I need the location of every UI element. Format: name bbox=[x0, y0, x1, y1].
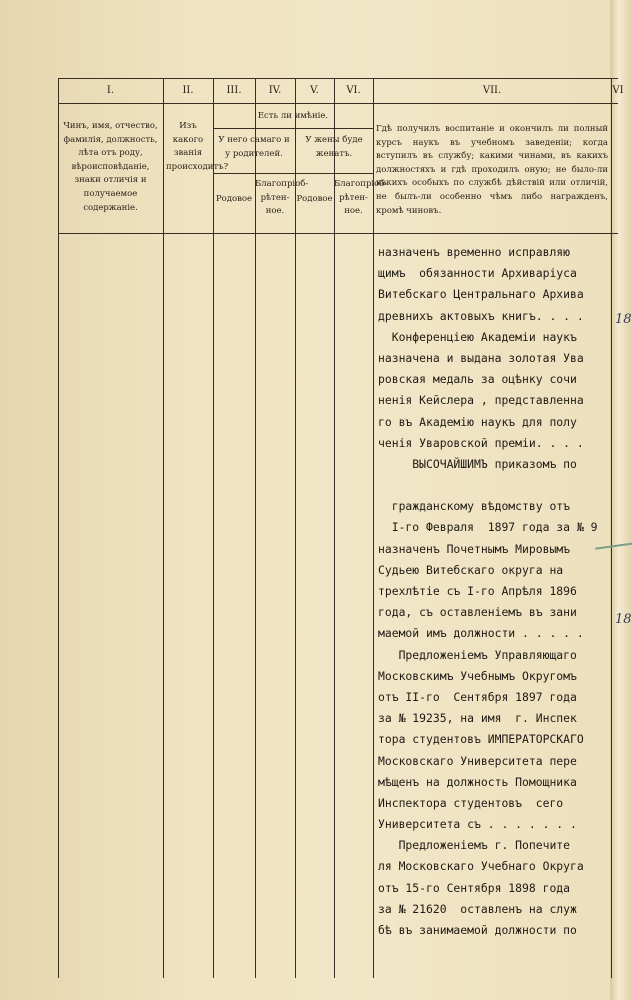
col7-header: Гдѣ получилъ воспитаніе и окончилъ ли полный курсъ наукъ въ учебномъ заведеніи; когда вступилъ въ службу; какими чинами, въ какихъ должностяхъ и гдѣ проходилъ оную; не было-ли какихъ особыхъ по службѣ дѣйствій или отличій, не былъ-ли особенно чѣмъ либо награжденъ, кромѣ чиновъ. bbox=[376, 124, 608, 216]
record-line: ля Московскаго Учебнаго Округа bbox=[378, 859, 584, 874]
rule-7 bbox=[611, 78, 612, 978]
rule-6 bbox=[373, 78, 374, 978]
acquired-header-1: Благопріоб-рѣтен-ное. bbox=[255, 179, 309, 217]
margin-note-1: 18 bbox=[615, 312, 632, 327]
estate-header-rule bbox=[213, 128, 373, 129]
record-line: ВЫСОЧАЙШИМЪ приказомъ по bbox=[378, 456, 577, 471]
record-line: Конференціею Академіи наукъ bbox=[378, 329, 577, 344]
record-line: Предложеніемъ г. Попечите bbox=[378, 838, 571, 853]
col-numeral-2: II. bbox=[182, 85, 194, 96]
margin-note-2: 18 bbox=[615, 612, 632, 627]
record-line: Московскимъ Учебнымъ Округомъ bbox=[378, 668, 577, 683]
record-line: назначенъ временно исправляю bbox=[378, 245, 571, 259]
record-line: отъ 15-го Сентября 1898 года bbox=[378, 880, 571, 895]
rodovoe-header-2: Родовое bbox=[296, 194, 333, 204]
table-top-rule bbox=[58, 78, 618, 79]
record-line: отъ II-го Сентября 1897 года bbox=[378, 689, 577, 704]
header-bottom-rule bbox=[58, 233, 618, 234]
record-line: тора студентовъ ИМПЕРАТОРСКАГО bbox=[378, 732, 584, 747]
record-line: бѣ въ занимаемой должности по bbox=[378, 923, 577, 937]
col-numeral-8: VI bbox=[612, 85, 624, 96]
record-line: ненія Кейслера , представленна bbox=[378, 393, 584, 408]
record-line: I-го Февраля 1897 года за № 9 bbox=[378, 520, 598, 535]
col-numeral-7: VII. bbox=[482, 85, 502, 96]
col1-header: Чинъ, имя, отчество, фамилія, должность, лѣта отъ роду, вѣроисповѣданіе, знаки отличія и получаемое содержаніе. bbox=[63, 121, 158, 213]
col-numeral-3: III. bbox=[226, 85, 242, 96]
col-numeral-5: V. bbox=[310, 85, 319, 96]
rule-left bbox=[58, 78, 59, 978]
record-line: го въ Академію наукъ для полу bbox=[378, 414, 577, 429]
col-numeral-1: I. bbox=[106, 85, 115, 96]
numeral-row-rule bbox=[58, 103, 618, 104]
wife-header: У жены буде женатъ. bbox=[305, 135, 363, 159]
acquired-header-2: Благопріоб-рѣтен-ное. bbox=[334, 179, 388, 217]
record-line: за № 19235, на имя г. Инспек bbox=[378, 711, 577, 726]
record-line: Университета съ . . . . . . . bbox=[378, 817, 577, 832]
record-line: за № 21620 оставленъ на служ bbox=[378, 901, 577, 916]
record-line: трехлѣтіе съ I-го Апрѣля 1896 bbox=[378, 584, 577, 598]
record-line: ровская медаль за оцѣнку сочи bbox=[378, 372, 577, 387]
record-line: Инспектора студентовъ сего bbox=[378, 795, 564, 810]
own-parents-header: У него самаго и у родителей. bbox=[218, 135, 290, 159]
record-line: назначенъ Почетнымъ Мировымъ bbox=[378, 541, 571, 556]
record-line bbox=[378, 475, 610, 496]
record-line: назначена и выдана золотая Ува bbox=[378, 350, 584, 365]
rule-1 bbox=[163, 78, 164, 978]
rodovoe-header-1: Родовое bbox=[215, 194, 253, 204]
record-line: гражданскому вѣдомству отъ bbox=[378, 499, 571, 514]
record-line: Московскаго Университета пере bbox=[378, 753, 577, 768]
record-line: маемой имъ должности . . . . . bbox=[378, 626, 584, 641]
record-line: Судьею Витебскаго округа на bbox=[378, 562, 564, 577]
estate-header: Есть ли имѣніе. bbox=[257, 111, 329, 121]
rule-4 bbox=[295, 233, 296, 978]
col-numeral-6: VI. bbox=[346, 85, 361, 96]
record-line: щимъ обязанности Архиваріуса bbox=[378, 266, 577, 281]
rule-2 bbox=[213, 78, 214, 978]
record-line: Витебскаго Центральнаго Архива bbox=[378, 287, 584, 302]
record-text-body bbox=[378, 242, 610, 941]
record-line: года, съ оставленіемъ въ зани bbox=[378, 605, 577, 620]
estate-sub-rule bbox=[213, 173, 373, 174]
col-numeral-4: IV. bbox=[268, 85, 282, 96]
record-line: древнихъ актовыхъ книгъ. . . . bbox=[378, 308, 584, 323]
record-line: ченія Уваровской преміи. . . . bbox=[378, 435, 584, 450]
col2-header: Изъ какого званія происходитъ? bbox=[166, 121, 229, 172]
record-line: мѣщенъ на должность Помощника bbox=[378, 774, 577, 789]
record-line: Предложеніемъ Управляющаго bbox=[378, 647, 577, 662]
